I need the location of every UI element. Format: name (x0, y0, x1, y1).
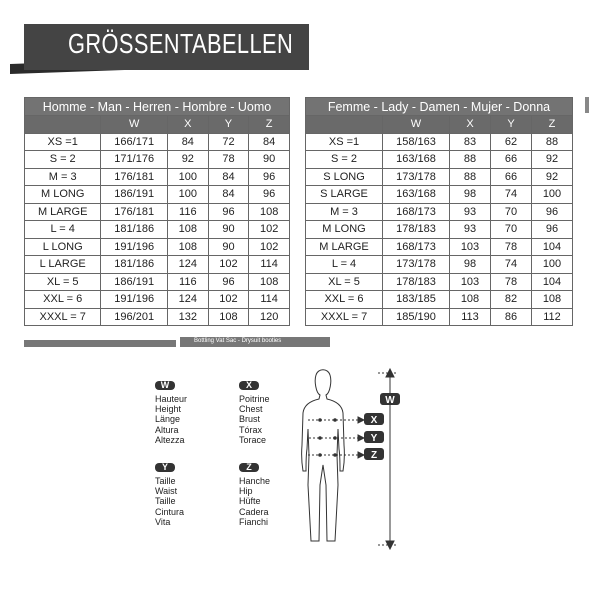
cell-z: 104 (532, 238, 573, 256)
table-row (306, 133, 573, 151)
cell-y: 102 (208, 291, 249, 309)
cell-x: 108 (450, 291, 491, 309)
legend-y-term: Taille (155, 476, 176, 486)
legend-w (155, 380, 187, 445)
w-marker-label: W (385, 395, 395, 406)
cell-z: 108 (532, 291, 573, 309)
cell-z: 102 (249, 238, 290, 256)
legend-x-term: Torace (239, 434, 267, 445)
column-header: Y (208, 116, 249, 134)
cell-y: 62 (491, 133, 532, 151)
cell-size: S = 2 (25, 151, 101, 169)
legend-w-term: Altura (155, 424, 179, 435)
cell-y: 102 (208, 256, 249, 274)
cell-z: 96 (532, 203, 573, 221)
page-title: GRÖSSENTABELLEN (68, 28, 294, 59)
cell-y: 84 (208, 186, 249, 204)
cell-w: 171/176 (101, 151, 168, 169)
cell-z: 114 (249, 291, 290, 309)
legend-w-term: Height (155, 404, 182, 415)
cell-size: M LARGE (306, 238, 383, 256)
cell-size: L = 4 (306, 256, 383, 274)
table-row (25, 203, 290, 221)
cell-x: 93 (450, 203, 491, 221)
legend-z-term: Fianchi (239, 516, 269, 527)
women-size-table (305, 97, 573, 326)
table-row (306, 238, 573, 256)
cell-x: 98 (450, 186, 491, 204)
cell-size: XXL = 6 (306, 291, 383, 309)
w-marker-icon (380, 393, 400, 406)
size-column-header (25, 116, 101, 134)
cell-w: 168/173 (383, 203, 450, 221)
men-size-table (24, 97, 290, 326)
cell-size: XS =1 (25, 133, 101, 151)
table-row (25, 256, 290, 274)
cell-size: XXXL = 7 (306, 308, 383, 326)
section-header-bar (180, 337, 330, 347)
cell-x: 113 (450, 308, 491, 326)
table-row (306, 186, 573, 204)
cell-x: 100 (167, 168, 208, 186)
section-divider-bar (24, 340, 176, 347)
z-marker-label: Z (370, 450, 378, 461)
cell-y: 90 (208, 221, 249, 239)
cell-w: 176/181 (101, 203, 168, 221)
size-column-header (306, 116, 383, 134)
x-marker-icon (364, 413, 384, 426)
cell-w: 168/173 (383, 238, 450, 256)
cell-x: 93 (450, 221, 491, 239)
next-table-edge (585, 97, 600, 329)
table-row (306, 203, 573, 221)
cell-x: 83 (450, 133, 491, 151)
cell-size: M LONG (306, 221, 383, 239)
cell-z: 88 (532, 133, 573, 151)
cell-size: L LARGE (25, 256, 101, 274)
cell-w: 176/181 (101, 168, 168, 186)
cell-size: M = 3 (306, 203, 383, 221)
cell-x: 116 (167, 273, 208, 291)
cell-x: 116 (167, 203, 208, 221)
cell-size: L = 4 (25, 221, 101, 239)
cell-z: 108 (249, 273, 290, 291)
legend-y (155, 462, 184, 527)
cell-size: XXXL = 7 (25, 308, 101, 326)
w-badge: W (155, 381, 175, 390)
cell-size: XL = 5 (306, 273, 383, 291)
y-marker-label: Y (370, 433, 378, 444)
cell-z: 100 (532, 186, 573, 204)
section-header-text: Bottling Vat Sac - Drysuit booties (194, 338, 282, 344)
cell-w: 183/185 (383, 291, 450, 309)
x-badge: X (239, 381, 259, 390)
cell-y: 108 (208, 308, 249, 326)
cell-x: 124 (167, 291, 208, 309)
table-row (25, 168, 290, 186)
cell-z: 114 (249, 256, 290, 274)
cell-w: 196/201 (101, 308, 168, 326)
table-row (306, 308, 573, 326)
cell-z: 120 (249, 308, 290, 326)
cell-w: 158/163 (383, 133, 450, 151)
legend-x (239, 380, 270, 445)
cell-x: 124 (167, 256, 208, 274)
table-row (306, 256, 573, 274)
legend-z (239, 462, 270, 527)
legend-z-term: Hip (239, 486, 253, 497)
cell-y: 96 (208, 203, 249, 221)
cell-w: 178/183 (383, 221, 450, 239)
y-marker-icon (364, 431, 384, 444)
cell-size: S LONG (306, 168, 383, 186)
legend-y-term: Taille (155, 496, 176, 507)
cell-z: 108 (249, 203, 290, 221)
legend-y-term: Cintura (155, 506, 185, 517)
column-header: W (383, 116, 450, 134)
legend-z-term: Hüfte (239, 496, 261, 507)
cell-size: S = 2 (306, 151, 383, 169)
cell-z: 96 (532, 221, 573, 239)
cell-y: 74 (491, 256, 532, 274)
column-header: W (101, 116, 168, 134)
table-row (306, 291, 573, 309)
legend-w-term: Hauteur (155, 394, 188, 404)
table-row (25, 151, 290, 169)
cell-z: 90 (249, 151, 290, 169)
cell-z: 92 (532, 151, 573, 169)
cell-w: 163/168 (383, 151, 450, 169)
cell-y: 90 (208, 238, 249, 256)
table-row (306, 168, 573, 186)
cell-z: 112 (532, 308, 573, 326)
cell-w: 181/186 (101, 221, 168, 239)
table-row (306, 273, 573, 291)
cell-w: 166/171 (101, 133, 168, 151)
cell-x: 88 (450, 168, 491, 186)
cell-z: 100 (532, 256, 573, 274)
cell-size: M = 3 (25, 168, 101, 186)
column-header: X (450, 116, 491, 134)
table-row (25, 221, 290, 239)
cell-x: 92 (167, 151, 208, 169)
cell-x: 98 (450, 256, 491, 274)
body-measurement-figure (280, 365, 410, 550)
cell-y: 78 (491, 238, 532, 256)
cell-size: XL = 5 (25, 273, 101, 291)
cell-x: 132 (167, 308, 208, 326)
table-row (25, 133, 290, 151)
cell-y: 66 (491, 168, 532, 186)
cell-w: 181/186 (101, 256, 168, 274)
z-marker-icon (364, 448, 384, 461)
cell-y: 70 (491, 221, 532, 239)
table-row (25, 308, 290, 326)
cell-x: 108 (167, 238, 208, 256)
legend-x-term: Tórax (239, 424, 263, 435)
men-table-header: Homme - Man - Herren - Hombre - Uomo (25, 98, 290, 116)
legend-y-term: Vita (155, 516, 171, 527)
column-header: X (167, 116, 208, 134)
legend-x-term: Brust (239, 414, 261, 425)
cell-size: S LARGE (306, 186, 383, 204)
cell-x: 84 (167, 133, 208, 151)
cell-z: 104 (532, 273, 573, 291)
cell-z: 102 (249, 221, 290, 239)
cell-y: 74 (491, 186, 532, 204)
cell-z: 92 (532, 168, 573, 186)
cell-y: 86 (491, 308, 532, 326)
legend-x-term: Chest (239, 404, 263, 415)
legend-w-term: Länge (155, 414, 181, 425)
legend-w-term: Altezza (155, 434, 185, 445)
legend-y-term: Waist (155, 486, 178, 497)
cell-w: 185/190 (383, 308, 450, 326)
legend-z-term: Cadera (239, 506, 269, 517)
cell-x: 103 (450, 273, 491, 291)
cell-x: 88 (450, 151, 491, 169)
column-header-row (25, 116, 290, 134)
cell-w: 163/168 (383, 186, 450, 204)
column-header: Y (491, 116, 532, 134)
cell-y: 78 (208, 151, 249, 169)
cell-y: 66 (491, 151, 532, 169)
x-marker-label: X (370, 415, 378, 426)
cell-size: XS =1 (306, 133, 383, 151)
table-row (25, 273, 290, 291)
column-header-row (306, 116, 573, 134)
cell-w: 178/183 (383, 273, 450, 291)
cell-size: L LONG (25, 238, 101, 256)
cell-w: 173/178 (383, 168, 450, 186)
cell-x: 108 (167, 221, 208, 239)
cell-w: 186/191 (101, 273, 168, 291)
women-table-header: Femme - Lady - Damen - Mujer - Donna (306, 98, 573, 116)
legend-x-term: Poitrine (239, 394, 270, 404)
table-row (25, 186, 290, 204)
cell-z: 96 (249, 168, 290, 186)
y-badge: Y (155, 463, 175, 472)
table-row (306, 221, 573, 239)
cell-y: 84 (208, 168, 249, 186)
column-header: Z (249, 116, 290, 134)
table-row (306, 151, 573, 169)
cell-z: 84 (249, 133, 290, 151)
cell-size: M LARGE (25, 203, 101, 221)
cell-y: 96 (208, 273, 249, 291)
column-header: Z (532, 116, 573, 134)
cell-y: 78 (491, 273, 532, 291)
z-badge: Z (239, 463, 259, 472)
cell-w: 173/178 (383, 256, 450, 274)
cell-y: 72 (208, 133, 249, 151)
cell-x: 103 (450, 238, 491, 256)
cell-w: 191/196 (101, 238, 168, 256)
cell-size: XXL = 6 (25, 291, 101, 309)
table-row (25, 238, 290, 256)
legend-z-term: Hanche (239, 476, 271, 486)
cell-y: 70 (491, 203, 532, 221)
cell-x: 100 (167, 186, 208, 204)
cell-z: 96 (249, 186, 290, 204)
cell-y: 82 (491, 291, 532, 309)
table-row (25, 291, 290, 309)
cell-w: 186/191 (101, 186, 168, 204)
cell-w: 191/196 (101, 291, 168, 309)
cell-size: M LONG (25, 186, 101, 204)
